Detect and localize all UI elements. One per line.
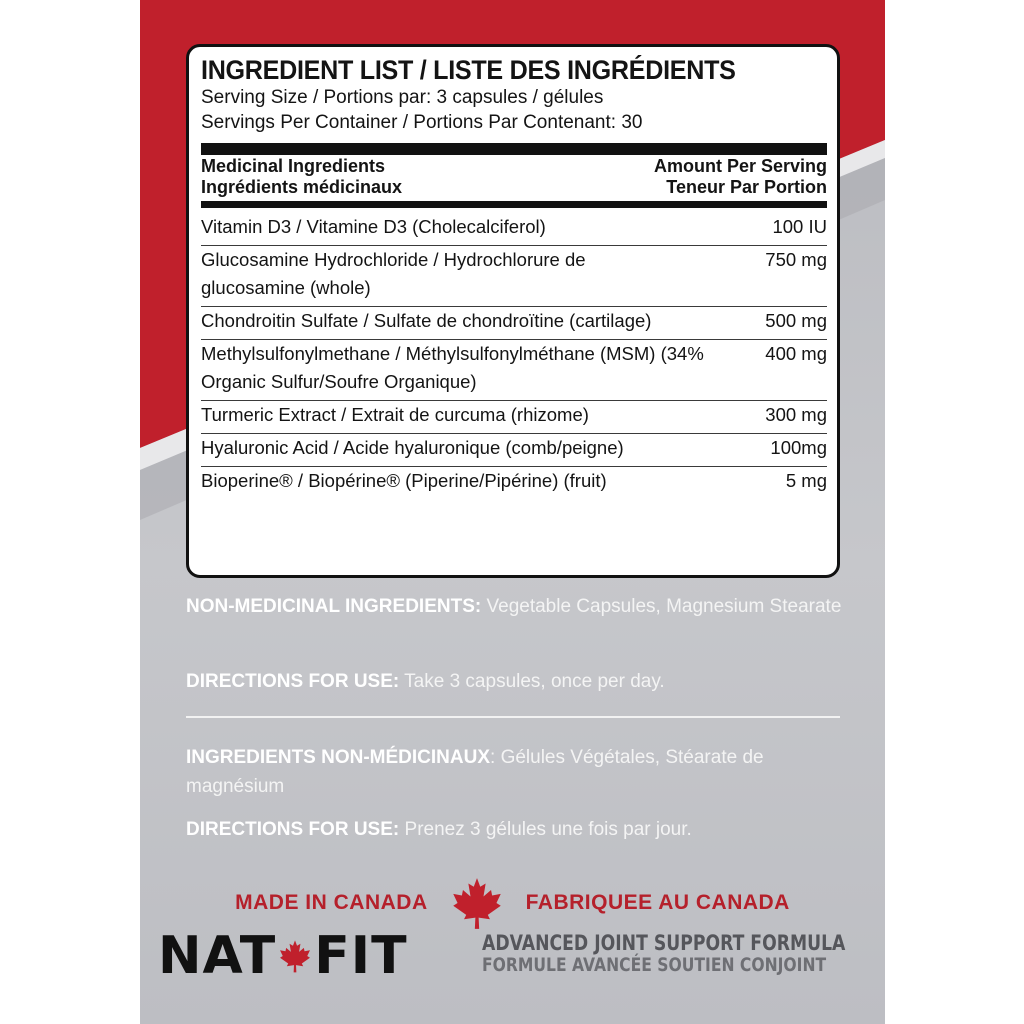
ingredient-amount: 5 mg	[785, 470, 827, 491]
ingredient-name: Methylsulfonylmethane / Méthylsulfonylméthane (MSM) (34% Organic Sulfur/Soufre Organique)	[201, 343, 704, 392]
tagline-en: ADVANCED JOINT SUPPORT FORMULA	[482, 931, 846, 955]
maple-leaf-icon	[278, 939, 312, 973]
ingredient-panel	[186, 44, 840, 578]
ingredient-name: Bioperine® / Biopérine® (Piperine/Pipérine) (fruit)	[201, 470, 607, 491]
ingredient-rows	[201, 213, 827, 499]
serving-size: Serving Size / Portions par: 3 capsules / gélules	[201, 87, 604, 108]
non-medicinal-en	[186, 592, 842, 621]
ingredient-name: Vitamin D3 / Vitamine D3 (Cholecalciferol)	[201, 216, 546, 237]
column-header-right	[654, 156, 827, 198]
ingredient-amount: 100mg	[770, 437, 827, 458]
directions-label-fr: DIRECTIONS FOR USE:	[186, 819, 400, 840]
table-row	[201, 307, 827, 340]
directions-text-fr: Prenez 3 gélules une fois par jour.	[404, 819, 692, 840]
made-in-canada	[140, 876, 885, 930]
table-row	[201, 213, 827, 246]
servings-per-container: Servings Per Container / Portions Par Contenant: 30	[201, 112, 643, 133]
ingredient-amount: 300 mg	[765, 404, 827, 425]
column-header-left	[201, 156, 402, 198]
brand-logo	[158, 926, 408, 986]
table-row	[201, 401, 827, 434]
divider-mid	[201, 201, 827, 208]
col-left-en: Medicinal Ingredients	[201, 156, 386, 176]
ingredient-amount: 500 mg	[765, 310, 827, 331]
ingredient-amount: 400 mg	[765, 343, 827, 364]
directions-fr	[186, 815, 842, 844]
non-medicinal-text-fr: : Gélules Végétales, Stéarate de magnésium	[186, 747, 764, 797]
ingredient-name: Turmeric Extract / Extrait de curcuma (rhizome)	[201, 404, 589, 425]
col-left-fr: Ingrédients médicinaux	[201, 177, 403, 197]
table-row	[201, 246, 827, 307]
made-in-canada-fr: FABRIQUEE AU CANADA	[525, 891, 790, 914]
made-in-canada-en: MADE IN CANADA	[235, 891, 428, 914]
non-medicinal-label-fr: INGREDIENTS NON-MÉDICINAUX	[186, 747, 491, 768]
non-medicinal-text-en: Vegetable Capsules, Magnesium Stearate	[486, 596, 842, 617]
ingredient-name: Glucosamine Hydrochloride / Hydrochlorure de glucosamine (whole)	[201, 249, 586, 298]
column-header	[201, 155, 827, 198]
tagline	[482, 932, 845, 976]
col-right-en: Amount Per Serving	[653, 156, 827, 176]
tagline-fr: FORMULE AVANCÉE SOUTIEN CONJOINT	[482, 954, 827, 976]
ingredient-name: Chondroitin Sulfate / Sulfate de chondroïtine (cartilage)	[201, 310, 652, 331]
directions-text-en: Take 3 capsules, once per day.	[404, 671, 665, 692]
table-row	[201, 434, 827, 467]
directions-en	[186, 667, 842, 696]
col-right-fr: Teneur Par Portion	[666, 177, 827, 197]
divider-thick	[201, 143, 827, 155]
ingredient-name: Hyaluronic Acid / Acide hyaluronique (comb/peigne)	[201, 437, 624, 458]
product-label	[140, 0, 885, 1024]
non-medicinal-fr	[186, 743, 842, 801]
table-row	[201, 340, 827, 401]
section-divider	[186, 716, 840, 718]
brand-left: NAT	[158, 926, 277, 986]
maple-leaf-icon	[450, 876, 504, 930]
brand-right: FIT	[314, 926, 408, 986]
panel-title: INGREDIENT LIST / LISTE DES INGRÉDIENTS	[201, 55, 736, 85]
directions-label-en: DIRECTIONS FOR USE:	[186, 671, 400, 692]
table-row	[201, 467, 827, 499]
non-medicinal-label-en: NON-MEDICINAL INGREDIENTS:	[186, 596, 482, 617]
ingredient-amount: 750 mg	[765, 249, 827, 270]
ingredient-amount: 100 IU	[772, 216, 827, 237]
